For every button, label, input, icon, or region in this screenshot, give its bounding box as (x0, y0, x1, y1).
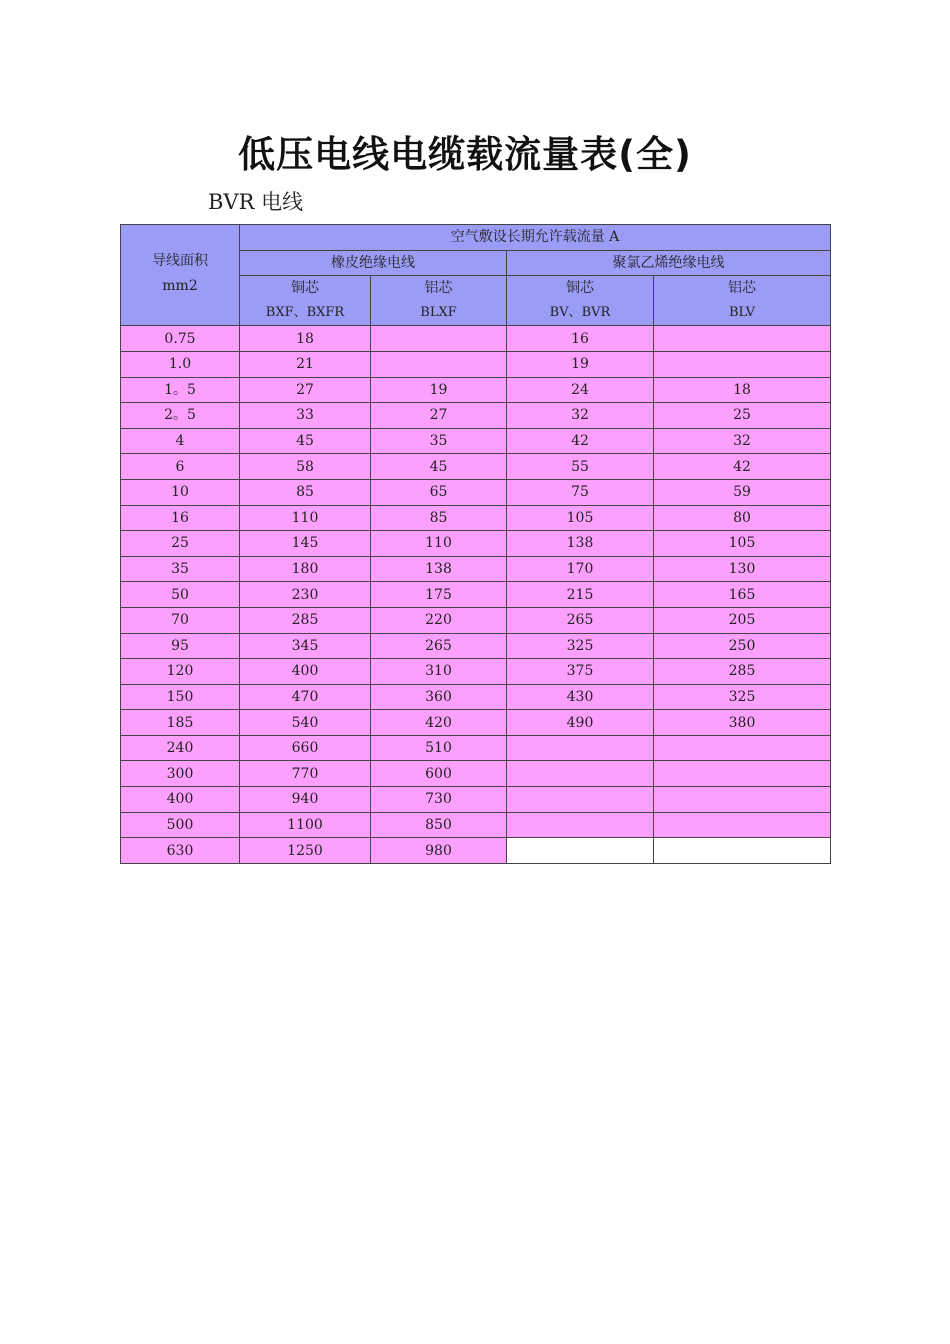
area-header-cell (121, 225, 240, 326)
rubber-copper-cell: 1250 (240, 838, 371, 864)
pvc-copper-cell: 138 (507, 531, 654, 557)
pvc-aluminum-cell (654, 787, 831, 813)
area-cell: 6 (121, 454, 240, 480)
area-cell: 630 (121, 838, 240, 864)
rubber-aluminum-cell: 310 (371, 659, 507, 685)
table-body (121, 326, 831, 863)
table-row (121, 454, 831, 480)
pvc-aluminum-cell: 380 (654, 710, 831, 736)
table-row (121, 735, 831, 761)
model-header-blxf: BLXF (371, 301, 507, 326)
area-cell: 1.0 (121, 351, 240, 377)
pvc-aluminum-cell (654, 761, 831, 787)
rubber-aluminum-cell: 110 (371, 531, 507, 557)
table-row (121, 812, 831, 838)
pvc-aluminum-cell (654, 812, 831, 838)
pvc-copper-cell: 55 (507, 454, 654, 480)
table-row (121, 582, 831, 608)
rubber-aluminum-cell: 45 (371, 454, 507, 480)
pvc-copper-cell (507, 761, 654, 787)
pvc-aluminum-cell: 285 (654, 659, 831, 685)
rubber-copper-cell: 33 (240, 403, 371, 429)
table-row (121, 633, 831, 659)
table-row (121, 556, 831, 582)
area-cell: 120 (121, 659, 240, 685)
rubber-copper-cell: 85 (240, 479, 371, 505)
pvc-aluminum-cell: 32 (654, 428, 831, 454)
header-row-top (121, 225, 831, 251)
pvc-aluminum-cell: 165 (654, 582, 831, 608)
table-row (121, 351, 831, 377)
rubber-copper-cell: 660 (240, 735, 371, 761)
area-cell: 4 (121, 428, 240, 454)
pvc-copper-cell: 16 (507, 326, 654, 352)
rubber-copper-cell: 180 (240, 556, 371, 582)
pvc-aluminum-cell: 59 (654, 479, 831, 505)
group-header-pvc: 聚氯乙烯绝缘电线 (507, 250, 831, 276)
area-cell: 240 (121, 735, 240, 761)
pvc-aluminum-cell: 250 (654, 633, 831, 659)
area-cell: 300 (121, 761, 240, 787)
rubber-aluminum-cell: 265 (371, 633, 507, 659)
rubber-aluminum-cell: 850 (371, 812, 507, 838)
rubber-aluminum-cell: 600 (371, 761, 507, 787)
rubber-copper-cell: 470 (240, 684, 371, 710)
top-header-cell: 空气敷设长期允许载流量 A (240, 225, 831, 251)
material-header-rubber-copper: 铜芯 (240, 276, 371, 301)
pvc-copper-cell: 170 (507, 556, 654, 582)
rubber-copper-cell: 145 (240, 531, 371, 557)
model-header-blv: BLV (654, 301, 831, 326)
pvc-copper-cell (507, 735, 654, 761)
current-capacity-table (120, 224, 831, 864)
pvc-copper-cell: 24 (507, 377, 654, 403)
pvc-copper-cell: 215 (507, 582, 654, 608)
rubber-copper-cell: 540 (240, 710, 371, 736)
pvc-aluminum-cell: 80 (654, 505, 831, 531)
page-title: 低压电线电缆载流量表(全) (238, 133, 692, 176)
rubber-copper-cell: 18 (240, 326, 371, 352)
table-row (121, 531, 831, 557)
pvc-aluminum-cell: 25 (654, 403, 831, 429)
material-header-pvc-copper: 铜芯 (507, 276, 654, 301)
table-row (121, 428, 831, 454)
table-row (121, 761, 831, 787)
pvc-copper-cell: 325 (507, 633, 654, 659)
rubber-aluminum-cell: 510 (371, 735, 507, 761)
table-row (121, 505, 831, 531)
rubber-copper-cell: 1100 (240, 812, 371, 838)
rubber-copper-cell: 345 (240, 633, 371, 659)
rubber-aluminum-cell: 27 (371, 403, 507, 429)
area-cell: 95 (121, 633, 240, 659)
table-row (121, 326, 831, 352)
pvc-aluminum-cell: 325 (654, 684, 831, 710)
rubber-aluminum-cell: 980 (371, 838, 507, 864)
rubber-aluminum-cell: 85 (371, 505, 507, 531)
rubber-copper-cell: 110 (240, 505, 371, 531)
material-header-rubber-aluminum: 铝芯 (371, 276, 507, 301)
pvc-aluminum-cell: 18 (654, 377, 831, 403)
table-row (121, 710, 831, 736)
pvc-copper-cell: 75 (507, 479, 654, 505)
rubber-aluminum-cell: 35 (371, 428, 507, 454)
area-cell: 50 (121, 582, 240, 608)
pvc-copper-cell (507, 838, 654, 864)
table-row (121, 838, 831, 864)
rubber-aluminum-cell: 420 (371, 710, 507, 736)
pvc-copper-cell: 430 (507, 684, 654, 710)
pvc-copper-cell: 265 (507, 607, 654, 633)
table-row (121, 787, 831, 813)
area-cell: 16 (121, 505, 240, 531)
area-unit-label: mm2 (162, 277, 198, 294)
rubber-copper-cell: 770 (240, 761, 371, 787)
area-cell: 185 (121, 710, 240, 736)
rubber-aluminum-cell: 65 (371, 479, 507, 505)
table-row (121, 607, 831, 633)
model-header-bxf: BXF、BXFR (240, 301, 371, 326)
pvc-copper-cell: 490 (507, 710, 654, 736)
material-header-pvc-aluminum: 铝芯 (654, 276, 831, 301)
pvc-aluminum-cell (654, 735, 831, 761)
table-row (121, 377, 831, 403)
rubber-copper-cell: 940 (240, 787, 371, 813)
pvc-aluminum-cell (654, 838, 831, 864)
rubber-aluminum-cell (371, 351, 507, 377)
pvc-copper-cell: 42 (507, 428, 654, 454)
group-header-rubber: 橡皮绝缘电线 (240, 250, 507, 276)
area-cell: 10 (121, 479, 240, 505)
rubber-copper-cell: 285 (240, 607, 371, 633)
area-header-label: 导线面积 (152, 253, 208, 269)
rubber-copper-cell: 27 (240, 377, 371, 403)
table-row (121, 479, 831, 505)
pvc-aluminum-cell (654, 326, 831, 352)
pvc-aluminum-cell: 105 (654, 531, 831, 557)
rubber-aluminum-cell: 220 (371, 607, 507, 633)
rubber-copper-cell: 230 (240, 582, 371, 608)
rubber-aluminum-cell (371, 326, 507, 352)
area-cell: 400 (121, 787, 240, 813)
rubber-aluminum-cell: 175 (371, 582, 507, 608)
rubber-aluminum-cell: 730 (371, 787, 507, 813)
table-row (121, 684, 831, 710)
area-cell: 500 (121, 812, 240, 838)
pvc-aluminum-cell: 205 (654, 607, 831, 633)
rubber-copper-cell: 58 (240, 454, 371, 480)
pvc-copper-cell: 375 (507, 659, 654, 685)
rubber-aluminum-cell: 138 (371, 556, 507, 582)
pvc-aluminum-cell: 130 (654, 556, 831, 582)
pvc-copper-cell: 32 (507, 403, 654, 429)
area-cell: 1。5 (121, 377, 240, 403)
area-cell: 0.75 (121, 326, 240, 352)
pvc-aluminum-cell: 42 (654, 454, 831, 480)
pvc-copper-cell (507, 787, 654, 813)
section-subtitle: BVR 电线 (208, 190, 304, 214)
area-cell: 2。5 (121, 403, 240, 429)
table-row (121, 659, 831, 685)
table-header (121, 225, 831, 326)
table-row (121, 403, 831, 429)
model-header-bv: BV、BVR (507, 301, 654, 326)
area-cell: 70 (121, 607, 240, 633)
rubber-aluminum-cell: 19 (371, 377, 507, 403)
rubber-copper-cell: 45 (240, 428, 371, 454)
rubber-copper-cell: 21 (240, 351, 371, 377)
rubber-copper-cell: 400 (240, 659, 371, 685)
pvc-copper-cell: 19 (507, 351, 654, 377)
pvc-copper-cell (507, 812, 654, 838)
area-cell: 35 (121, 556, 240, 582)
pvc-copper-cell: 105 (507, 505, 654, 531)
pvc-aluminum-cell (654, 351, 831, 377)
area-cell: 150 (121, 684, 240, 710)
rubber-aluminum-cell: 360 (371, 684, 507, 710)
area-cell: 25 (121, 531, 240, 557)
